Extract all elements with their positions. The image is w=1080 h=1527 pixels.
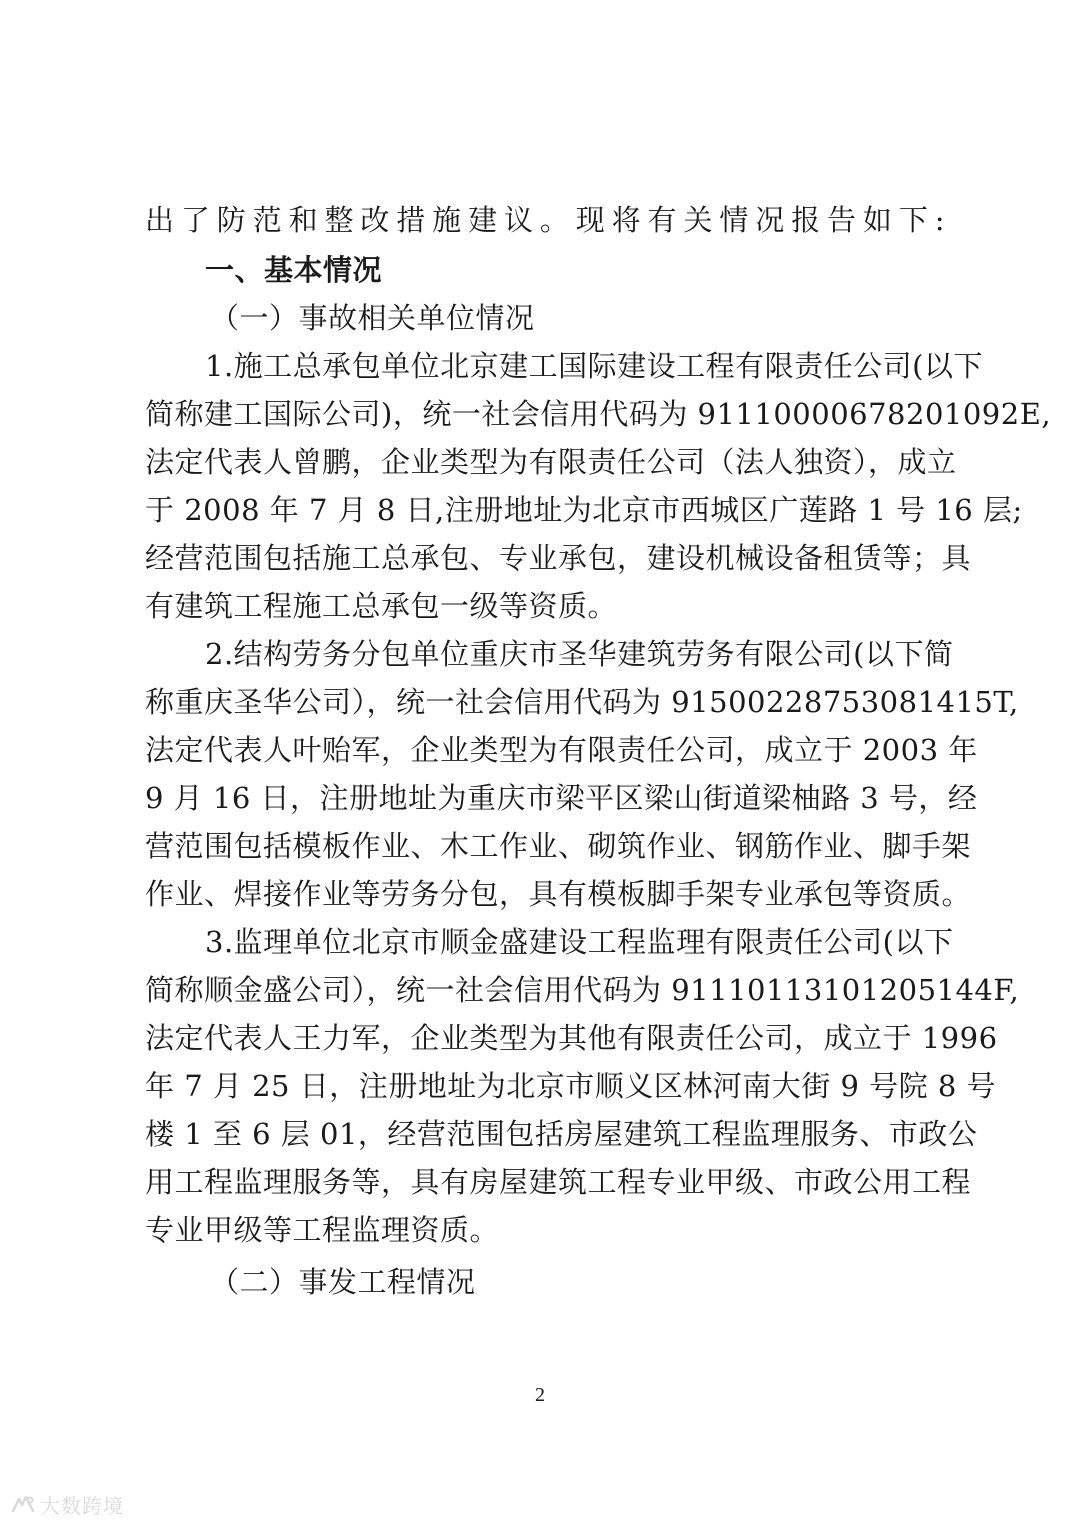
paragraph-line: 简称顺金盛公司），统一社会信用代码为 911101131012051​44F, bbox=[145, 973, 1020, 1007]
paragraph-line: 于 2008 年 7 月 8 日,注册地址为北京市西城区广莲路 1 号 16 层; bbox=[145, 493, 1023, 527]
paragraph-line: 1.施工总承包单位北京建工国际建设工程有限责任公司(以下 bbox=[205, 349, 983, 383]
brand-logo-icon bbox=[10, 1493, 36, 1517]
paragraph-line: 营范围包括模板作业、木工作业、砌筑作业、钢筋作业、脚手架 bbox=[145, 829, 972, 863]
subsection-heading: （二）事发工程情况 bbox=[210, 1265, 476, 1299]
section-heading: 一、基本情况 bbox=[205, 253, 383, 287]
paragraph-line: 2.结构劳务分包单位重庆市圣华建筑劳务有限公司(以下简 bbox=[205, 637, 954, 671]
paragraph-line: 法定代表人王力军，企业类型为其他有限责任公司，成立于 1996 bbox=[145, 1021, 998, 1055]
paragraph-line: 年 7 月 25 日，注册地址为北京市顺义区林河南大街 9 号院 8 号 bbox=[145, 1069, 997, 1103]
paragraph-line: 9 月 16 日，注册地址为重庆市梁平区梁山街道梁柚路 3 号，经 bbox=[145, 781, 978, 815]
paragraph-line: 称重庆圣华公司），统一社会信用代码为 91500228753081415T, bbox=[145, 685, 1019, 719]
watermark-text: 大数跨境 bbox=[40, 1494, 124, 1518]
paragraph-line: 用工程监理服务等，具有房屋建筑工程专业甲级、市政公用工程 bbox=[145, 1165, 972, 1199]
paragraph-line: 专业甲级等工程监理资质。 bbox=[145, 1213, 500, 1247]
paragraph-line: 经营范围包括施工总承包、专业承包，建设机械设备租赁等；具 bbox=[145, 541, 972, 575]
paragraph-line: 楼 1 至 6 层 01，经营范围包括房屋建筑工程监理服务、市政公 bbox=[145, 1117, 978, 1151]
paragraph-line: 3.监理单位北京市顺金盛建设工程监理有限责任公司(以下 bbox=[205, 925, 954, 959]
paragraph-line: 法定代表人曾鹏，企业类型为有限责任公司（法人独资），成立 bbox=[145, 445, 957, 479]
watermark bbox=[10, 1490, 124, 1519]
subsection-heading: （一）事故相关单位情况 bbox=[210, 301, 535, 335]
paragraph-line: 作业、焊接作业等劳务分包，具有模板脚手架专业承包等资质。 bbox=[145, 877, 972, 911]
paragraph-line: 法定代表人叶贻军，企业类型为有限责任公司，成立于 2003 年 bbox=[145, 733, 978, 767]
paragraph-line: 出了防范和整改措施建议。现将有关情况报告如下: bbox=[145, 203, 945, 237]
page-number: 2 bbox=[535, 1384, 545, 1406]
paragraph-line: 简称建工国际公司)，统一社会信用代码为 91110000678201092E, bbox=[145, 397, 1052, 431]
paragraph-line: 有建筑工程施工总承包一级等资质。 bbox=[145, 589, 618, 623]
